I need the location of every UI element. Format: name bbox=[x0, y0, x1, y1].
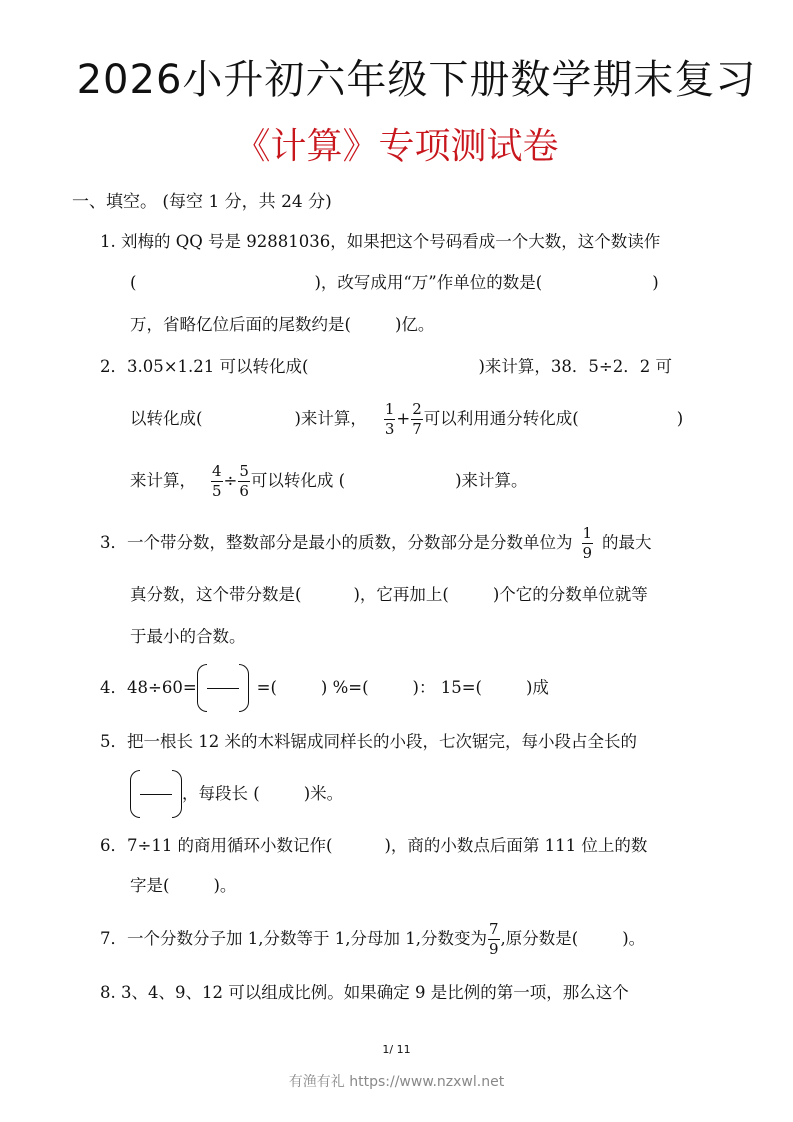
q2-text: 以转化成( bbox=[130, 409, 203, 428]
q5-text: ，每段长 ( bbox=[182, 784, 260, 803]
q3-text: 的最大 bbox=[602, 533, 652, 552]
fraction: $\frac{5}{6}$ bbox=[239, 462, 249, 500]
q1-paren-close: ) bbox=[652, 273, 659, 292]
question-1-line-2 bbox=[130, 271, 659, 295]
q4-text: ) %=( bbox=[320, 678, 369, 697]
q2-text: )来计算。 bbox=[455, 471, 528, 490]
section-heading: 一、填空。 (每空 1 分，共 24 分) bbox=[72, 192, 332, 212]
question-8-line-1: 8. 3、4、9、12 可以组成比例。如果确定 9 是比例的第一项，那么这个 bbox=[100, 983, 629, 1002]
question-5-line-2 bbox=[130, 768, 343, 820]
q2-text: 来计算， bbox=[130, 471, 196, 490]
q2-operator: ÷ bbox=[223, 471, 238, 490]
q6-text: 字是( bbox=[130, 876, 170, 895]
question-7 bbox=[100, 914, 645, 964]
fraction: $\frac{2}{7}$ bbox=[412, 400, 422, 438]
fraction: $\frac{1}{9}$ bbox=[582, 524, 593, 562]
q4-text: 4．48÷60= bbox=[100, 678, 197, 697]
question-3-line-3: 于最小的合数。 bbox=[130, 627, 246, 646]
q3-text: 3．一个带分数，整数部分是最小的质数，分数部分是分数单位为 bbox=[100, 533, 573, 552]
question-1-line-1: 1. 刘梅的 QQ 号是 92881036，如果把这个号码看成一个大数，这个数读作 bbox=[100, 232, 661, 251]
q2-operator: + bbox=[396, 409, 411, 428]
q2-text: 2．3.05×1.21 可以转化成( bbox=[100, 357, 309, 376]
q2-text: )来计算，38．5÷2．2 可 bbox=[478, 357, 672, 376]
q4-text: )成 bbox=[525, 678, 549, 697]
fraction-blank bbox=[197, 664, 249, 714]
q6-text: 6．7÷11 的商用循环小数记作( bbox=[100, 836, 333, 855]
q1-paren-open: ( bbox=[130, 273, 137, 292]
question-4 bbox=[100, 662, 549, 714]
q6-text: )。 bbox=[213, 876, 237, 895]
q1-text: 万，省略亿位后面的尾数约是( bbox=[130, 315, 351, 334]
question-3-line-2 bbox=[130, 583, 648, 607]
fraction: $\frac{4}{5}$ bbox=[212, 462, 222, 500]
question-2-line-1 bbox=[100, 355, 672, 379]
question-5-line-1: 5．把一根长 12 米的木料锯成同样长的小段，七次锯完，每小段占全长的 bbox=[100, 732, 637, 751]
q3-text: )个它的分数单位就等 bbox=[492, 585, 648, 604]
question-6-line-1 bbox=[100, 834, 647, 858]
q3-text: )，它再加上( bbox=[353, 585, 449, 604]
q2-text: )来计算， bbox=[294, 409, 367, 428]
document-title: 2026小升初六年级下册数学期末复习 bbox=[76, 57, 757, 103]
q2-text: 可以转化成 ( bbox=[250, 471, 346, 490]
q7-text: ,原分数是( bbox=[500, 929, 579, 948]
q4-text: =( bbox=[256, 678, 277, 697]
q3-text: 真分数，这个带分数是( bbox=[130, 585, 302, 604]
fraction: $\frac{7}{9}$ bbox=[488, 920, 499, 958]
fraction: $\frac{1}{3}$ bbox=[384, 400, 395, 438]
q7-text: 7．一个分数分子加 1,分数等于 1,分母加 1,分数变为 bbox=[100, 929, 487, 948]
watermark-text: 有渔有礼 https://www.nzxwl.net bbox=[288, 1074, 505, 1090]
question-6-line-2 bbox=[130, 874, 236, 898]
page-number: 1/ 11 bbox=[382, 1043, 411, 1056]
question-2-line-3 bbox=[130, 458, 528, 504]
question-2-line-2 bbox=[130, 396, 683, 442]
document-subtitle: 《计算》专项测试卷 bbox=[234, 126, 559, 167]
q1-text: )，改写成用“万”作单位的数是( bbox=[314, 273, 543, 292]
question-3-line-1 bbox=[100, 520, 652, 566]
q4-text: )： 15=( bbox=[412, 678, 482, 697]
q1-text: )亿。 bbox=[394, 315, 435, 334]
fraction-blank bbox=[130, 770, 182, 820]
q5-text: )米。 bbox=[303, 784, 344, 803]
q2-text: ) bbox=[676, 409, 684, 428]
q7-text: )。 bbox=[622, 929, 646, 948]
question-1-line-3 bbox=[130, 313, 434, 337]
q6-text: )，商的小数点后面第 111 位上的数 bbox=[384, 836, 648, 855]
q2-text: 可以利用通分转化成( bbox=[423, 409, 579, 428]
